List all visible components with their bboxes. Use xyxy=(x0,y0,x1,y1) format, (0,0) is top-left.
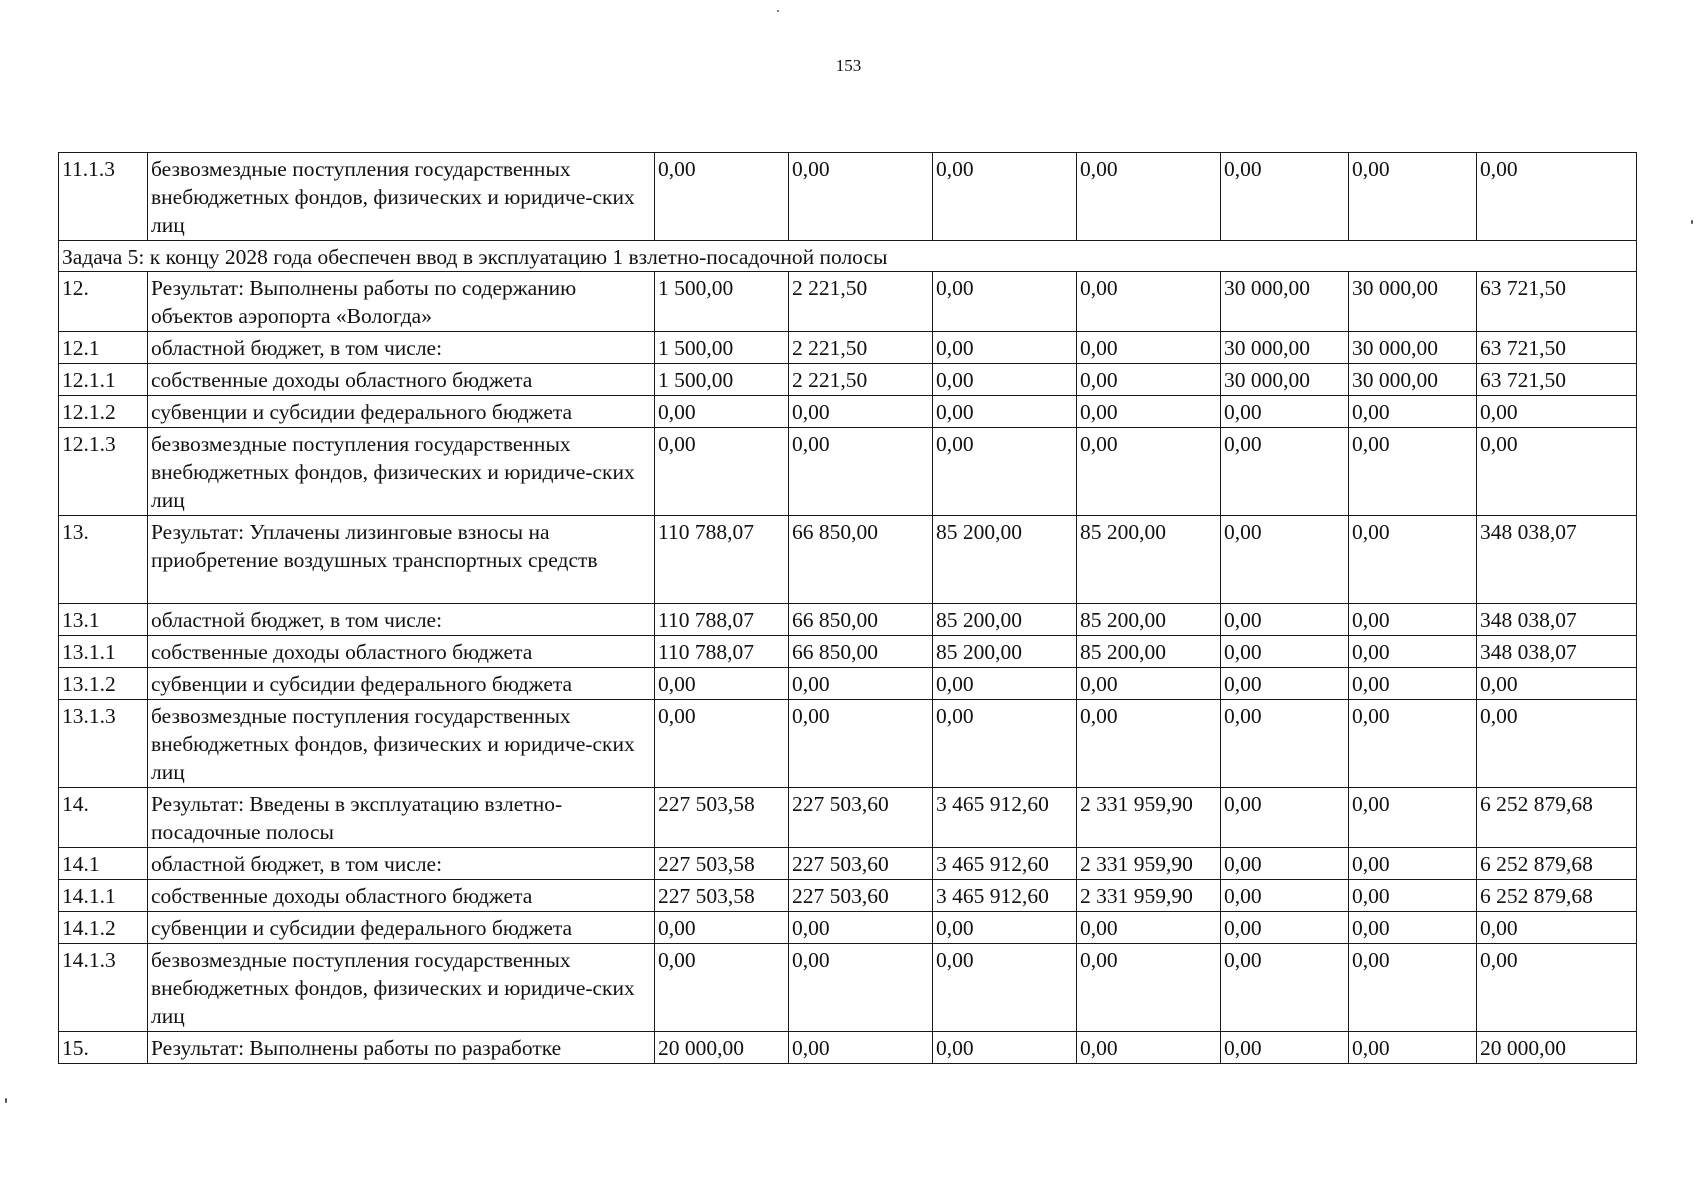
total-cell: 0,00 xyxy=(1477,912,1637,944)
total-cell: 0,00 xyxy=(1477,428,1637,516)
row-description: субвенции и субсидии федерального бюджета xyxy=(148,668,655,700)
value-cell: 0,00 xyxy=(1221,848,1349,880)
row-description: Результат: Введены в эксплуатацию взлетно-посадочные полосы xyxy=(148,788,655,848)
value-cell: 0,00 xyxy=(655,668,789,700)
row-description: областной бюджет, в том числе: xyxy=(148,604,655,636)
table-body xyxy=(59,153,1637,1064)
table-row xyxy=(59,153,1637,241)
row-code: 12.1 xyxy=(59,332,148,364)
value-cell: 0,00 xyxy=(933,364,1077,396)
value-cell: 85 200,00 xyxy=(1077,636,1221,668)
value-cell: 66 850,00 xyxy=(789,636,933,668)
row-code: 13.1.1 xyxy=(59,636,148,668)
table-row xyxy=(59,788,1637,848)
table-row xyxy=(59,700,1637,788)
value-cell: 227 503,58 xyxy=(655,880,789,912)
row-description: безвозмездные поступления государственных внебюджетных фондов, физических и юридиче-ских лиц xyxy=(148,428,655,516)
row-description: областной бюджет, в том числе: xyxy=(148,332,655,364)
row-description: собственные доходы областного бюджета xyxy=(148,364,655,396)
value-cell: 85 200,00 xyxy=(933,516,1077,604)
value-cell: 0,00 xyxy=(789,428,933,516)
page-number: 153 xyxy=(835,56,862,75)
value-cell: 0,00 xyxy=(1349,788,1477,848)
value-cell: 0,00 xyxy=(933,700,1077,788)
value-cell: 0,00 xyxy=(933,272,1077,332)
value-cell: 227 503,60 xyxy=(789,880,933,912)
budget-table-container xyxy=(58,152,1636,1064)
value-cell: 0,00 xyxy=(1221,428,1349,516)
value-cell: 0,00 xyxy=(1077,428,1221,516)
section-row xyxy=(59,241,1637,272)
table-row xyxy=(59,332,1637,364)
value-cell: 1 500,00 xyxy=(655,364,789,396)
value-cell: 0,00 xyxy=(1349,848,1477,880)
value-cell: 0,00 xyxy=(655,396,789,428)
total-cell: 0,00 xyxy=(1477,668,1637,700)
value-cell: 0,00 xyxy=(1349,668,1477,700)
value-cell: 227 503,60 xyxy=(789,848,933,880)
row-code: 14. xyxy=(59,788,148,848)
row-description: безвозмездные поступления государственных внебюджетных фондов, физических и юридиче-ских лиц xyxy=(148,944,655,1032)
value-cell: 227 503,60 xyxy=(789,788,933,848)
total-cell: 6 252 879,68 xyxy=(1477,848,1637,880)
value-cell: 2 221,50 xyxy=(789,272,933,332)
total-cell: 20 000,00 xyxy=(1477,1032,1637,1064)
total-cell: 348 038,07 xyxy=(1477,516,1637,604)
row-description: субвенции и субсидии федерального бюджета xyxy=(148,396,655,428)
value-cell: 0,00 xyxy=(789,700,933,788)
row-code: 13.1 xyxy=(59,604,148,636)
table-row xyxy=(59,604,1637,636)
table-row xyxy=(59,364,1637,396)
row-code: 14.1.2 xyxy=(59,912,148,944)
value-cell: 1 500,00 xyxy=(655,272,789,332)
value-cell: 0,00 xyxy=(655,428,789,516)
value-cell: 0,00 xyxy=(789,668,933,700)
value-cell: 85 200,00 xyxy=(933,604,1077,636)
value-cell: 85 200,00 xyxy=(1077,604,1221,636)
row-code: 13. xyxy=(59,516,148,604)
value-cell: 3 465 912,60 xyxy=(933,848,1077,880)
value-cell: 0,00 xyxy=(789,912,933,944)
value-cell: 0,00 xyxy=(1349,700,1477,788)
value-cell: 0,00 xyxy=(1077,912,1221,944)
row-code: 12.1.1 xyxy=(59,364,148,396)
value-cell: 0,00 xyxy=(1221,396,1349,428)
value-cell: 1 500,00 xyxy=(655,332,789,364)
row-code: 12. xyxy=(59,272,148,332)
value-cell: 2 221,50 xyxy=(789,332,933,364)
value-cell: 0,00 xyxy=(933,912,1077,944)
value-cell: 0,00 xyxy=(1349,516,1477,604)
value-cell: 110 788,07 xyxy=(655,604,789,636)
value-cell: 0,00 xyxy=(1077,944,1221,1032)
value-cell: 0,00 xyxy=(1349,912,1477,944)
value-cell: 30 000,00 xyxy=(1221,332,1349,364)
scan-speck xyxy=(1691,220,1693,224)
row-description: Результат: Уплачены лизинговые взносы на приобретение воздушных транспортных средств xyxy=(148,516,655,604)
row-description: Результат: Выполнены работы по содержанию объектов аэропорта «Вологда» xyxy=(148,272,655,332)
value-cell: 0,00 xyxy=(655,944,789,1032)
row-code: 11.1.3 xyxy=(59,153,148,241)
row-description: безвозмездные поступления государственных внебюджетных фондов, физических и юридиче-ских лиц xyxy=(148,700,655,788)
value-cell: 2 331 959,90 xyxy=(1077,848,1221,880)
total-cell: 63 721,50 xyxy=(1477,332,1637,364)
value-cell: 66 850,00 xyxy=(789,604,933,636)
value-cell: 0,00 xyxy=(933,668,1077,700)
row-description: субвенции и субсидии федерального бюджета xyxy=(148,912,655,944)
value-cell: 3 465 912,60 xyxy=(933,788,1077,848)
value-cell: 0,00 xyxy=(1349,153,1477,241)
value-cell: 0,00 xyxy=(1349,880,1477,912)
value-cell: 0,00 xyxy=(1221,912,1349,944)
total-cell: 6 252 879,68 xyxy=(1477,788,1637,848)
value-cell: 2 331 959,90 xyxy=(1077,880,1221,912)
value-cell: 0,00 xyxy=(1349,636,1477,668)
value-cell: 30 000,00 xyxy=(1349,272,1477,332)
value-cell: 0,00 xyxy=(1077,153,1221,241)
table-row xyxy=(59,848,1637,880)
table-row xyxy=(59,944,1637,1032)
total-cell: 63 721,50 xyxy=(1477,364,1637,396)
value-cell: 0,00 xyxy=(1221,1032,1349,1064)
value-cell: 0,00 xyxy=(1349,396,1477,428)
value-cell: 20 000,00 xyxy=(655,1032,789,1064)
table-row xyxy=(59,516,1637,604)
total-cell: 348 038,07 xyxy=(1477,636,1637,668)
total-cell: 348 038,07 xyxy=(1477,604,1637,636)
value-cell: 2 331 959,90 xyxy=(1077,788,1221,848)
value-cell: 0,00 xyxy=(1221,636,1349,668)
row-code: 14.1 xyxy=(59,848,148,880)
value-cell: 0,00 xyxy=(1077,396,1221,428)
total-cell: 0,00 xyxy=(1477,700,1637,788)
value-cell: 30 000,00 xyxy=(1349,364,1477,396)
value-cell: 0,00 xyxy=(1221,153,1349,241)
value-cell: 0,00 xyxy=(789,1032,933,1064)
value-cell: 0,00 xyxy=(655,153,789,241)
value-cell: 0,00 xyxy=(1221,880,1349,912)
value-cell: 0,00 xyxy=(1221,516,1349,604)
table-row xyxy=(59,428,1637,516)
value-cell: 0,00 xyxy=(933,396,1077,428)
total-cell: 0,00 xyxy=(1477,153,1637,241)
value-cell: 0,00 xyxy=(1221,788,1349,848)
value-cell: 0,00 xyxy=(1221,944,1349,1032)
value-cell: 110 788,07 xyxy=(655,636,789,668)
value-cell: 0,00 xyxy=(1349,1032,1477,1064)
table-row xyxy=(59,636,1637,668)
value-cell: 227 503,58 xyxy=(655,848,789,880)
value-cell: 0,00 xyxy=(1349,944,1477,1032)
row-code: 13.1.3 xyxy=(59,700,148,788)
total-cell: 6 252 879,68 xyxy=(1477,880,1637,912)
value-cell: 0,00 xyxy=(1077,668,1221,700)
scan-speck xyxy=(777,10,779,12)
total-cell: 0,00 xyxy=(1477,944,1637,1032)
value-cell: 0,00 xyxy=(933,944,1077,1032)
value-cell: 0,00 xyxy=(1077,700,1221,788)
value-cell: 85 200,00 xyxy=(933,636,1077,668)
value-cell: 0,00 xyxy=(1077,272,1221,332)
value-cell: 3 465 912,60 xyxy=(933,880,1077,912)
value-cell: 0,00 xyxy=(1077,332,1221,364)
row-code: 12.1.3 xyxy=(59,428,148,516)
value-cell: 2 221,50 xyxy=(789,364,933,396)
table-row xyxy=(59,912,1637,944)
row-code: 14.1.3 xyxy=(59,944,148,1032)
row-description: Результат: Выполнены работы по разработке xyxy=(148,1032,655,1064)
value-cell: 0,00 xyxy=(1349,604,1477,636)
row-description: безвозмездные поступления государственных внебюджетных фондов, физических и юридиче-ских лиц xyxy=(148,153,655,241)
value-cell: 30 000,00 xyxy=(1349,332,1477,364)
table-row xyxy=(59,668,1637,700)
value-cell: 0,00 xyxy=(789,153,933,241)
row-code: 13.1.2 xyxy=(59,668,148,700)
total-cell: 0,00 xyxy=(1477,396,1637,428)
value-cell: 227 503,58 xyxy=(655,788,789,848)
value-cell: 66 850,00 xyxy=(789,516,933,604)
row-description: областной бюджет, в том числе: xyxy=(148,848,655,880)
row-code: 14.1.1 xyxy=(59,880,148,912)
scan-speck xyxy=(5,1098,7,1103)
value-cell: 0,00 xyxy=(1221,668,1349,700)
total-cell: 63 721,50 xyxy=(1477,272,1637,332)
value-cell: 0,00 xyxy=(933,332,1077,364)
section-heading: Задача 5: к концу 2028 года обеспечен ввод в эксплуатацию 1 взлетно-посадочной полосы xyxy=(59,241,1637,272)
value-cell: 0,00 xyxy=(933,428,1077,516)
table-row xyxy=(59,272,1637,332)
value-cell: 0,00 xyxy=(789,396,933,428)
value-cell: 0,00 xyxy=(1221,700,1349,788)
row-description: собственные доходы областного бюджета xyxy=(148,636,655,668)
value-cell: 0,00 xyxy=(933,1032,1077,1064)
value-cell: 0,00 xyxy=(655,700,789,788)
row-code: 12.1.2 xyxy=(59,396,148,428)
value-cell: 0,00 xyxy=(655,912,789,944)
value-cell: 0,00 xyxy=(1077,1032,1221,1064)
value-cell: 0,00 xyxy=(933,153,1077,241)
value-cell: 0,00 xyxy=(789,944,933,1032)
table-row xyxy=(59,880,1637,912)
value-cell: 0,00 xyxy=(1349,428,1477,516)
value-cell: 85 200,00 xyxy=(1077,516,1221,604)
value-cell: 30 000,00 xyxy=(1221,272,1349,332)
row-code: 15. xyxy=(59,1032,148,1064)
value-cell: 0,00 xyxy=(1221,604,1349,636)
budget-table xyxy=(58,152,1637,1064)
row-description: собственные доходы областного бюджета xyxy=(148,880,655,912)
value-cell: 30 000,00 xyxy=(1221,364,1349,396)
table-row xyxy=(59,1032,1637,1064)
value-cell: 0,00 xyxy=(1077,364,1221,396)
value-cell: 110 788,07 xyxy=(655,516,789,604)
table-row xyxy=(59,396,1637,428)
